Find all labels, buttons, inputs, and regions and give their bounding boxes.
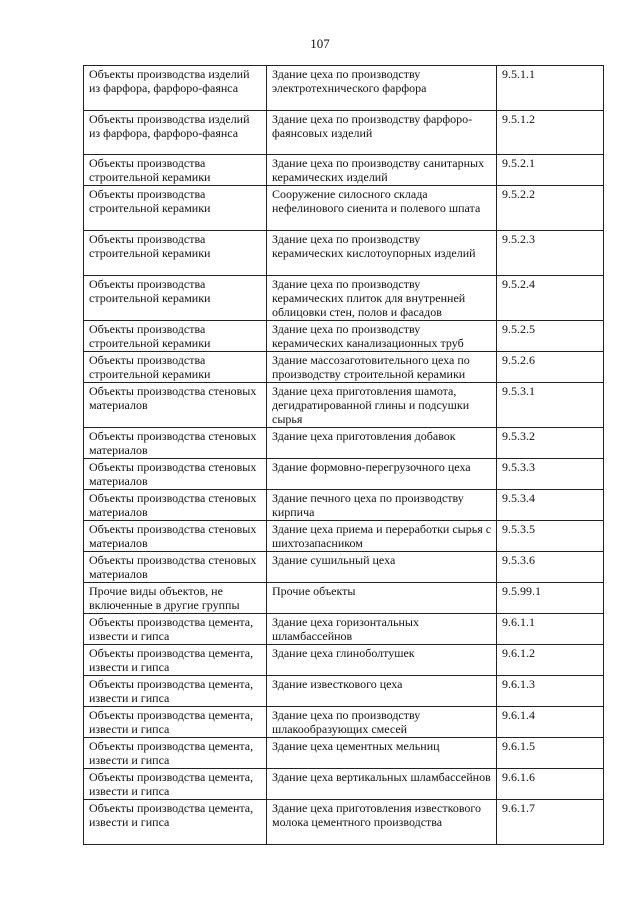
group-cell: Объекты производства стеновых материалов [84, 521, 267, 552]
table-row [84, 383, 604, 428]
object-cell: Здание цеха по производству шлакообразующих смесей [267, 707, 497, 738]
object-cell: Здание цеха глиноболтушек [267, 645, 497, 676]
group-cell: Объекты производства изделий из фарфора, фарфоро-фаянса [84, 111, 267, 155]
table-row [84, 428, 604, 459]
code-cell: 9.6.1.1 [497, 614, 604, 645]
table-row [84, 707, 604, 738]
object-cell: Сооружение силосного склада нефелинового сиенита и полевого шпата [267, 186, 497, 231]
table-row [84, 231, 604, 276]
object-cell: Прочие объекты [267, 583, 497, 614]
table-row [84, 111, 604, 155]
code-cell: 9.5.3.2 [497, 428, 604, 459]
table-row [84, 459, 604, 490]
object-cell: Здание известкового цеха [267, 676, 497, 707]
object-cell: Здание печного цеха по производству кирпича [267, 490, 497, 521]
code-cell: 9.5.2.3 [497, 231, 604, 276]
objects-table-body [84, 66, 604, 845]
table-row [84, 614, 604, 645]
code-cell: 9.6.1.6 [497, 769, 604, 800]
code-cell: 9.5.2.6 [497, 352, 604, 383]
group-cell: Объекты производства строительной керамики [84, 321, 267, 352]
group-cell: Объекты производства цемента, извести и гипса [84, 645, 267, 676]
object-cell: Здание цеха по производству санитарных керамических изделий [267, 155, 497, 186]
table-row [84, 66, 604, 111]
objects-table [83, 65, 604, 845]
object-cell: Здание цеха приема и переработки сырья с шихтозапасником [267, 521, 497, 552]
object-cell: Здание формовно-перегрузочного цеха [267, 459, 497, 490]
object-cell: Здание сушильный цеха [267, 552, 497, 583]
code-cell: 9.5.2.4 [497, 276, 604, 321]
object-cell: Здание цеха горизонтальных шламбассейнов [267, 614, 497, 645]
group-cell: Объекты производства строительной керамики [84, 155, 267, 186]
page-number: 107 [310, 36, 330, 51]
table-row [84, 155, 604, 186]
group-cell: Объекты производства строительной керамики [84, 186, 267, 231]
group-cell: Объекты производства стеновых материалов [84, 459, 267, 490]
object-cell: Здание цеха приготовления известкового молока цементного производства [267, 800, 497, 845]
group-cell: Объекты производства изделий из фарфора, фарфоро-фаянса [84, 66, 267, 111]
group-cell: Объекты производства строительной керамики [84, 276, 267, 321]
code-cell: 9.6.1.7 [497, 800, 604, 845]
table-row [84, 186, 604, 231]
table-row [84, 645, 604, 676]
code-cell: 9.6.1.5 [497, 738, 604, 769]
table-row [84, 769, 604, 800]
group-cell: Объекты производства цемента, извести и гипса [84, 614, 267, 645]
table-row [84, 352, 604, 383]
code-cell: 9.5.99.1 [497, 583, 604, 614]
object-cell: Здание цеха цементных мельниц [267, 738, 497, 769]
code-cell: 9.5.3.6 [497, 552, 604, 583]
group-cell: Объекты производства стеновых материалов [84, 428, 267, 459]
code-cell: 9.5.3.5 [497, 521, 604, 552]
code-cell: 9.6.1.4 [497, 707, 604, 738]
table-row [84, 738, 604, 769]
table-row [84, 552, 604, 583]
code-cell: 9.5.2.1 [497, 155, 604, 186]
table-row [84, 583, 604, 614]
table-row [84, 800, 604, 845]
object-cell: Здание цеха по производству керамических кислотоупорных изделий [267, 231, 497, 276]
table-row [84, 676, 604, 707]
code-cell: 9.5.3.1 [497, 383, 604, 428]
object-cell: Здание цеха приготовления шамота, дегидратированной глины и подсушки сырья [267, 383, 497, 428]
group-cell: Объекты производства цемента, извести и гипса [84, 738, 267, 769]
code-cell: 9.6.1.2 [497, 645, 604, 676]
group-cell: Объекты производства цемента, извести и гипса [84, 769, 267, 800]
object-cell: Здание цеха приготовления добавок [267, 428, 497, 459]
group-cell: Объекты производства строительной керамики [84, 231, 267, 276]
object-cell: Здание цеха по производству керамических канализационных труб [267, 321, 497, 352]
code-cell: 9.6.1.3 [497, 676, 604, 707]
code-cell: 9.5.1.2 [497, 111, 604, 155]
code-cell: 9.5.1.1 [497, 66, 604, 111]
object-cell: Здание цеха вертикальных шламбассейнов [267, 769, 497, 800]
group-cell: Прочие виды объектов, не включенные в другие группы [84, 583, 267, 614]
code-cell: 9.5.3.4 [497, 490, 604, 521]
object-cell: Здание массозаготовительного цеха по производству строительной керамики [267, 352, 497, 383]
code-cell: 9.5.2.2 [497, 186, 604, 231]
group-cell: Объекты производства стеновых материалов [84, 490, 267, 521]
code-cell: 9.5.3.3 [497, 459, 604, 490]
group-cell: Объекты производства стеновых материалов [84, 552, 267, 583]
group-cell: Объекты производства цемента, извести и гипса [84, 707, 267, 738]
group-cell: Объекты производства строительной керамики [84, 352, 267, 383]
table-row [84, 276, 604, 321]
table-row [84, 521, 604, 552]
code-cell: 9.5.2.5 [497, 321, 604, 352]
object-cell: Здание цеха по производству керамических плиток для внутренней облицовки стен, полов и фасадов [267, 276, 497, 321]
object-cell: Здание цеха по производству фарфоро-фаянсовых изделий [267, 111, 497, 155]
group-cell: Объекты производства стеновых материалов [84, 383, 267, 428]
table-row [84, 490, 604, 521]
object-cell: Здание цеха по производству электротехнического фарфора [267, 66, 497, 111]
group-cell: Объекты производства цемента, извести и гипса [84, 676, 267, 707]
table-row [84, 321, 604, 352]
group-cell: Объекты производства цемента, извести и гипса [84, 800, 267, 845]
